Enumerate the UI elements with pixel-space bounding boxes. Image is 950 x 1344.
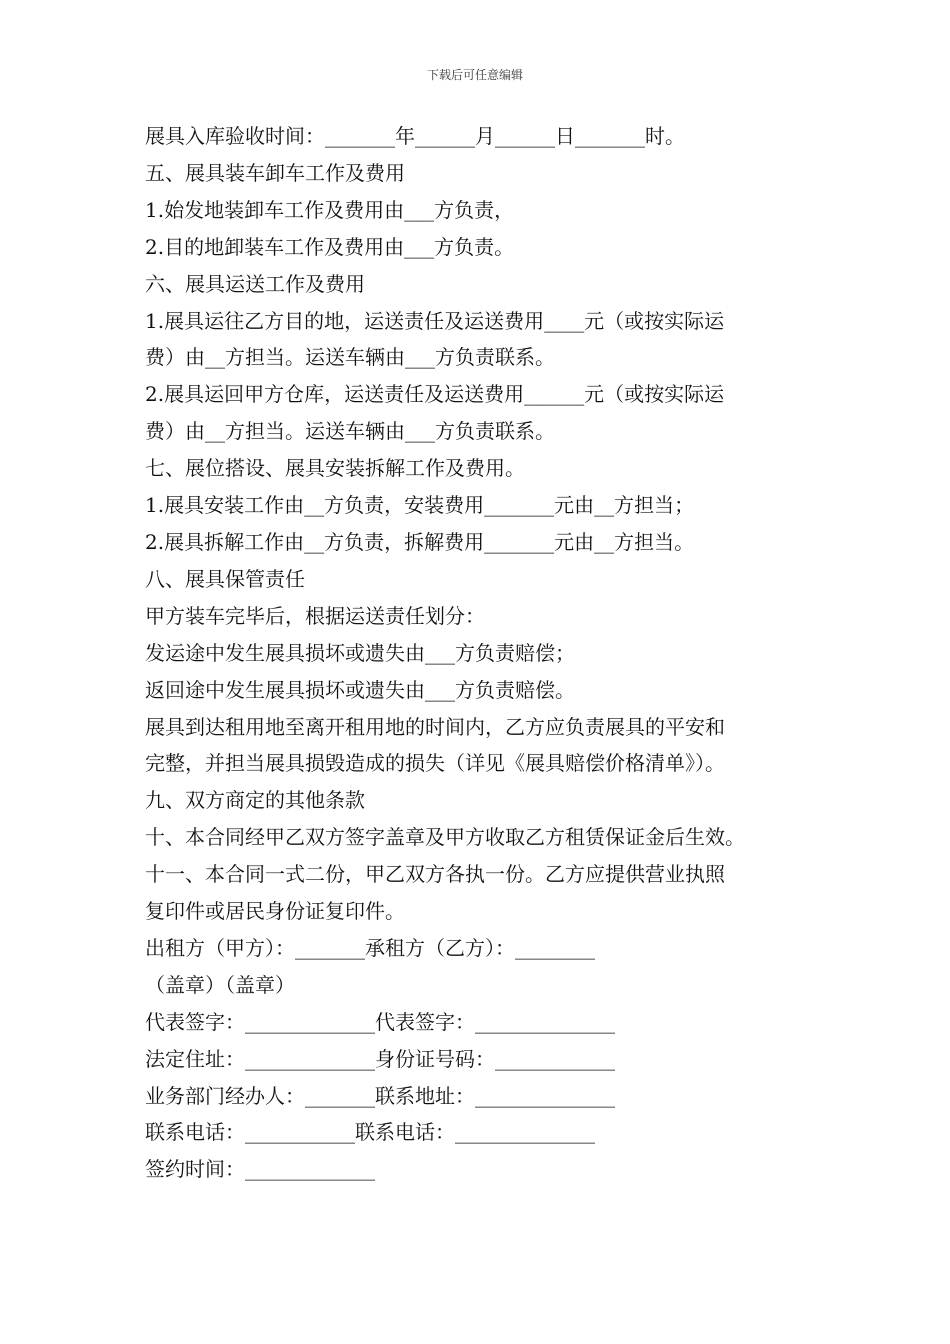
clause-line: 1.展具安装工作由__方负责，安装费用_______元由__方担当； [145, 493, 695, 518]
clause-line: 2.展具拆解工作由__方负责，拆解费用_______元由__方担当。 [145, 529, 695, 554]
clause-line: 返回途中发生展具损坏或遗失由___方负责赔偿。 [145, 677, 575, 702]
section-heading: 七、展位搭设、展具安装拆解工作及费用。 [145, 456, 525, 481]
clause-line: 1.始发地装卸车工作及费用由___方负责， [145, 197, 515, 222]
signature-line: 代表签字：_____________代表签字：______________ [145, 1009, 615, 1034]
page-header: 下载后可任意编辑 [426, 68, 523, 82]
signature-line: 业务部门经办人：_______联系地址：______________ [145, 1083, 615, 1108]
contract-body [145, 118, 815, 1188]
clause-line: 2.展具运回甲方仓库，运送责任及运送费用______元（或按实际运 [145, 382, 725, 407]
section-heading: 十一、本合同一式二份，甲乙双方各执一份。乙方应提供营业执照 [145, 862, 725, 887]
clause-line: 费）由__方担当。运送车辆由___方负责联系。 [145, 419, 555, 444]
section-heading: 五、展具装车卸车工作及费用 [145, 160, 405, 185]
clause-line: 2.目的地卸装车工作及费用由___方负责。 [145, 234, 515, 259]
clause-line: 甲方装车完毕后，根据运送责任划分： [145, 603, 485, 628]
seal-line: （盖章）（盖章） [145, 972, 295, 997]
inspection-time-line: 展具入库验收时间：_______年______月______日_______时。 [145, 124, 685, 148]
section-heading: 八、展具保管责任 [145, 566, 305, 591]
signature-line: 联系电话：___________联系电话：______________ [145, 1120, 595, 1145]
clause-line: 复印件或居民身份证复印件。 [145, 899, 405, 924]
section-heading: 九、双方商定的其他条款 [145, 788, 365, 813]
section-heading: 十、本合同经甲乙双方签字盖章及甲方收取乙方租赁保证金后生效。 [145, 825, 745, 850]
clause-line: 完整，并担当展具损毁造成的损失（详见《展具赔偿价格清单》）。 [145, 751, 725, 776]
signature-line: 法定住址：_____________身份证号码：____________ [145, 1046, 615, 1071]
section-heading: 六、展具运送工作及费用 [145, 271, 365, 296]
clause-line: 1.展具运往乙方目的地，运送责任及运送费用____元（或按实际运 [145, 308, 725, 333]
signature-line: 签约时间：_____________ [145, 1157, 375, 1182]
clause-line: 费）由__方担当。运送车辆由___方负责联系。 [145, 345, 555, 370]
clause-line: 展具到达租用地至离开租用地的时间内，乙方应负责展具的平安和 [145, 714, 725, 739]
clause-line: 发运途中发生展具损坏或遗失由___方负责赔偿； [145, 640, 575, 665]
signature-line: 出租方（甲方）：_______承租方（乙方）：________ [145, 935, 595, 960]
